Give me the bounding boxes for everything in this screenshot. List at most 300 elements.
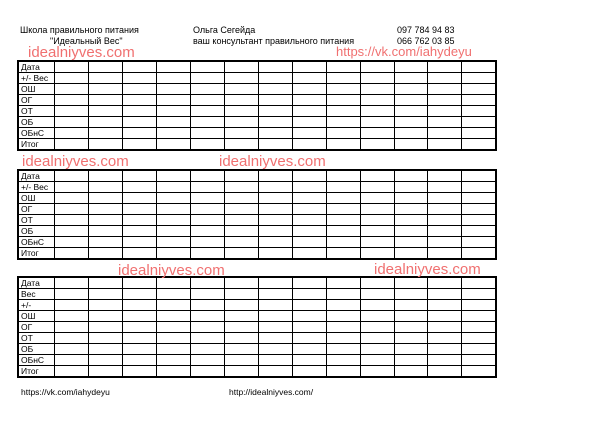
table-cell[interactable] xyxy=(190,300,224,311)
table-cell[interactable] xyxy=(190,204,224,215)
table-cell[interactable] xyxy=(394,117,428,128)
table-cell[interactable] xyxy=(156,355,190,366)
table-cell[interactable] xyxy=(428,170,462,182)
table-cell[interactable] xyxy=(122,289,156,300)
table-cell[interactable] xyxy=(55,300,89,311)
table-cell[interactable] xyxy=(55,117,89,128)
table-cell[interactable] xyxy=(156,322,190,333)
table-cell[interactable] xyxy=(190,355,224,366)
table-cell[interactable] xyxy=(326,366,360,378)
table-cell[interactable] xyxy=(88,204,122,215)
table-cell[interactable] xyxy=(292,170,326,182)
table-cell[interactable] xyxy=(258,204,292,215)
table-cell[interactable] xyxy=(360,226,394,237)
table-cell[interactable] xyxy=(428,182,462,193)
table-cell[interactable] xyxy=(258,170,292,182)
table-cell[interactable] xyxy=(326,61,360,73)
table-cell[interactable] xyxy=(88,311,122,322)
table-cell[interactable] xyxy=(394,289,428,300)
table-cell[interactable] xyxy=(258,193,292,204)
table-cell[interactable] xyxy=(258,95,292,106)
table-cell[interactable] xyxy=(394,237,428,248)
table-cell[interactable] xyxy=(326,170,360,182)
table-cell[interactable] xyxy=(292,322,326,333)
table-cell[interactable] xyxy=(360,366,394,378)
table-cell[interactable] xyxy=(55,366,89,378)
table-cell[interactable] xyxy=(88,322,122,333)
table-cell[interactable] xyxy=(190,289,224,300)
table-cell[interactable] xyxy=(122,355,156,366)
table-cell[interactable] xyxy=(462,204,496,215)
table-cell[interactable] xyxy=(55,128,89,139)
table-cell[interactable] xyxy=(156,204,190,215)
table-cell[interactable] xyxy=(156,300,190,311)
table-cell[interactable] xyxy=(326,226,360,237)
table-cell[interactable] xyxy=(462,61,496,73)
table-cell[interactable] xyxy=(258,344,292,355)
table-cell[interactable] xyxy=(394,366,428,378)
table-cell[interactable] xyxy=(224,95,258,106)
table-cell[interactable] xyxy=(156,248,190,260)
table-cell[interactable] xyxy=(258,333,292,344)
table-cell[interactable] xyxy=(326,322,360,333)
table-cell[interactable] xyxy=(428,248,462,260)
table-cell[interactable] xyxy=(55,182,89,193)
footer-site-link[interactable]: http://idealniyves.com/ xyxy=(229,387,314,397)
table-cell[interactable] xyxy=(190,128,224,139)
table-cell[interactable] xyxy=(122,215,156,226)
table-cell[interactable] xyxy=(360,193,394,204)
table-cell[interactable] xyxy=(224,344,258,355)
table-cell[interactable] xyxy=(292,106,326,117)
table-cell[interactable] xyxy=(360,84,394,95)
table-cell[interactable] xyxy=(360,204,394,215)
table-cell[interactable] xyxy=(156,139,190,151)
table-cell[interactable] xyxy=(55,289,89,300)
table-cell[interactable] xyxy=(394,182,428,193)
table-cell[interactable] xyxy=(394,128,428,139)
table-cell[interactable] xyxy=(326,237,360,248)
table-cell[interactable] xyxy=(394,333,428,344)
table-cell[interactable] xyxy=(55,277,89,289)
table-cell[interactable] xyxy=(55,139,89,151)
table-cell[interactable] xyxy=(462,311,496,322)
table-cell[interactable] xyxy=(224,311,258,322)
table-cell[interactable] xyxy=(156,333,190,344)
table-cell[interactable] xyxy=(156,106,190,117)
table-cell[interactable] xyxy=(122,322,156,333)
table-cell[interactable] xyxy=(462,84,496,95)
table-cell[interactable] xyxy=(224,366,258,378)
table-cell[interactable] xyxy=(55,322,89,333)
table-cell[interactable] xyxy=(55,248,89,260)
table-cell[interactable] xyxy=(156,170,190,182)
table-cell[interactable] xyxy=(326,128,360,139)
table-cell[interactable] xyxy=(156,61,190,73)
table-cell[interactable] xyxy=(462,300,496,311)
table-cell[interactable] xyxy=(326,204,360,215)
table-cell[interactable] xyxy=(224,193,258,204)
table-cell[interactable] xyxy=(55,84,89,95)
table-cell[interactable] xyxy=(224,182,258,193)
table-cell[interactable] xyxy=(122,311,156,322)
table-cell[interactable] xyxy=(462,106,496,117)
table-cell[interactable] xyxy=(156,311,190,322)
table-cell[interactable] xyxy=(428,277,462,289)
table-cell[interactable] xyxy=(428,117,462,128)
table-cell[interactable] xyxy=(428,73,462,84)
table-cell[interactable] xyxy=(122,333,156,344)
table-cell[interactable] xyxy=(428,84,462,95)
table-cell[interactable] xyxy=(258,117,292,128)
table-cell[interactable] xyxy=(122,117,156,128)
table-cell[interactable] xyxy=(88,128,122,139)
table-cell[interactable] xyxy=(122,170,156,182)
table-cell[interactable] xyxy=(394,170,428,182)
table-cell[interactable] xyxy=(55,237,89,248)
table-cell[interactable] xyxy=(122,61,156,73)
table-cell[interactable] xyxy=(462,226,496,237)
table-cell[interactable] xyxy=(88,61,122,73)
table-cell[interactable] xyxy=(428,289,462,300)
table-cell[interactable] xyxy=(122,193,156,204)
table-cell[interactable] xyxy=(394,95,428,106)
table-cell[interactable] xyxy=(224,204,258,215)
table-cell[interactable] xyxy=(258,289,292,300)
table-cell[interactable] xyxy=(88,95,122,106)
table-cell[interactable] xyxy=(88,366,122,378)
table-cell[interactable] xyxy=(292,344,326,355)
table-cell[interactable] xyxy=(360,215,394,226)
table-cell[interactable] xyxy=(326,333,360,344)
table-cell[interactable] xyxy=(360,128,394,139)
table-cell[interactable] xyxy=(224,300,258,311)
table-cell[interactable] xyxy=(394,204,428,215)
table-cell[interactable] xyxy=(88,215,122,226)
table-cell[interactable] xyxy=(88,344,122,355)
footer-vk-link[interactable]: https://vk.com/iahydeyu xyxy=(21,387,110,397)
table-cell[interactable] xyxy=(122,226,156,237)
table-cell[interactable] xyxy=(292,333,326,344)
table-cell[interactable] xyxy=(360,106,394,117)
table-cell[interactable] xyxy=(190,366,224,378)
table-cell[interactable] xyxy=(224,215,258,226)
table-cell[interactable] xyxy=(258,355,292,366)
table-cell[interactable] xyxy=(428,215,462,226)
table-cell[interactable] xyxy=(462,344,496,355)
table-cell[interactable] xyxy=(292,248,326,260)
table-cell[interactable] xyxy=(156,117,190,128)
table-cell[interactable] xyxy=(122,139,156,151)
table-cell[interactable] xyxy=(190,73,224,84)
table-cell[interactable] xyxy=(292,128,326,139)
table-cell[interactable] xyxy=(428,139,462,151)
table-cell[interactable] xyxy=(88,333,122,344)
table-cell[interactable] xyxy=(190,248,224,260)
table-cell[interactable] xyxy=(292,215,326,226)
table-cell[interactable] xyxy=(156,366,190,378)
table-cell[interactable] xyxy=(326,344,360,355)
table-cell[interactable] xyxy=(360,61,394,73)
table-cell[interactable] xyxy=(88,226,122,237)
table-cell[interactable] xyxy=(190,106,224,117)
table-cell[interactable] xyxy=(88,117,122,128)
table-cell[interactable] xyxy=(55,73,89,84)
table-cell[interactable] xyxy=(190,226,224,237)
table-cell[interactable] xyxy=(462,128,496,139)
table-cell[interactable] xyxy=(88,182,122,193)
table-cell[interactable] xyxy=(224,117,258,128)
table-cell[interactable] xyxy=(360,322,394,333)
table-cell[interactable] xyxy=(428,128,462,139)
table-cell[interactable] xyxy=(224,248,258,260)
table-cell[interactable] xyxy=(326,182,360,193)
table-cell[interactable] xyxy=(462,139,496,151)
table-cell[interactable] xyxy=(156,289,190,300)
table-cell[interactable] xyxy=(462,193,496,204)
table-cell[interactable] xyxy=(122,128,156,139)
table-cell[interactable] xyxy=(326,277,360,289)
table-cell[interactable] xyxy=(156,182,190,193)
table-cell[interactable] xyxy=(88,193,122,204)
table-cell[interactable] xyxy=(224,355,258,366)
table-cell[interactable] xyxy=(394,248,428,260)
table-cell[interactable] xyxy=(394,344,428,355)
table-cell[interactable] xyxy=(258,237,292,248)
table-cell[interactable] xyxy=(258,139,292,151)
table-cell[interactable] xyxy=(462,322,496,333)
table-cell[interactable] xyxy=(258,215,292,226)
table-cell[interactable] xyxy=(88,248,122,260)
table-cell[interactable] xyxy=(428,95,462,106)
table-cell[interactable] xyxy=(258,248,292,260)
table-cell[interactable] xyxy=(122,248,156,260)
table-cell[interactable] xyxy=(326,289,360,300)
table-cell[interactable] xyxy=(360,117,394,128)
table-cell[interactable] xyxy=(394,322,428,333)
table-cell[interactable] xyxy=(428,355,462,366)
table-cell[interactable] xyxy=(428,311,462,322)
table-cell[interactable] xyxy=(326,73,360,84)
table-cell[interactable] xyxy=(258,128,292,139)
table-cell[interactable] xyxy=(360,333,394,344)
table-cell[interactable] xyxy=(190,139,224,151)
table-cell[interactable] xyxy=(258,61,292,73)
table-cell[interactable] xyxy=(190,84,224,95)
table-cell[interactable] xyxy=(55,193,89,204)
table-cell[interactable] xyxy=(292,84,326,95)
table-cell[interactable] xyxy=(360,248,394,260)
table-cell[interactable] xyxy=(258,73,292,84)
table-cell[interactable] xyxy=(190,333,224,344)
table-cell[interactable] xyxy=(462,277,496,289)
table-cell[interactable] xyxy=(156,128,190,139)
table-cell[interactable] xyxy=(394,311,428,322)
table-cell[interactable] xyxy=(394,215,428,226)
table-cell[interactable] xyxy=(326,139,360,151)
table-cell[interactable] xyxy=(190,170,224,182)
table-cell[interactable] xyxy=(55,215,89,226)
table-cell[interactable] xyxy=(156,215,190,226)
table-cell[interactable] xyxy=(326,300,360,311)
table-cell[interactable] xyxy=(88,106,122,117)
table-cell[interactable] xyxy=(360,300,394,311)
table-cell[interactable] xyxy=(360,182,394,193)
table-cell[interactable] xyxy=(258,84,292,95)
table-cell[interactable] xyxy=(88,84,122,95)
table-cell[interactable] xyxy=(55,344,89,355)
table-cell[interactable] xyxy=(360,95,394,106)
table-cell[interactable] xyxy=(190,182,224,193)
table-cell[interactable] xyxy=(122,366,156,378)
table-cell[interactable] xyxy=(360,344,394,355)
table-cell[interactable] xyxy=(292,61,326,73)
table-cell[interactable] xyxy=(224,226,258,237)
table-cell[interactable] xyxy=(462,117,496,128)
table-cell[interactable] xyxy=(462,366,496,378)
table-cell[interactable] xyxy=(156,95,190,106)
table-cell[interactable] xyxy=(462,215,496,226)
table-cell[interactable] xyxy=(122,84,156,95)
table-cell[interactable] xyxy=(88,289,122,300)
table-cell[interactable] xyxy=(292,139,326,151)
table-cell[interactable] xyxy=(360,311,394,322)
table-cell[interactable] xyxy=(394,355,428,366)
table-cell[interactable] xyxy=(55,204,89,215)
table-cell[interactable] xyxy=(88,237,122,248)
table-cell[interactable] xyxy=(326,215,360,226)
table-cell[interactable] xyxy=(394,84,428,95)
table-cell[interactable] xyxy=(122,95,156,106)
table-cell[interactable] xyxy=(428,366,462,378)
table-cell[interactable] xyxy=(88,355,122,366)
table-cell[interactable] xyxy=(292,289,326,300)
table-cell[interactable] xyxy=(224,333,258,344)
table-cell[interactable] xyxy=(224,289,258,300)
table-cell[interactable] xyxy=(156,84,190,95)
table-cell[interactable] xyxy=(292,366,326,378)
table-cell[interactable] xyxy=(292,311,326,322)
table-cell[interactable] xyxy=(360,289,394,300)
table-cell[interactable] xyxy=(122,73,156,84)
table-cell[interactable] xyxy=(55,355,89,366)
table-cell[interactable] xyxy=(258,277,292,289)
table-cell[interactable] xyxy=(55,95,89,106)
table-cell[interactable] xyxy=(224,73,258,84)
table-cell[interactable] xyxy=(326,248,360,260)
table-cell[interactable] xyxy=(462,95,496,106)
table-cell[interactable] xyxy=(156,237,190,248)
table-cell[interactable] xyxy=(122,344,156,355)
table-cell[interactable] xyxy=(88,139,122,151)
table-cell[interactable] xyxy=(360,237,394,248)
table-cell[interactable] xyxy=(190,117,224,128)
table-cell[interactable] xyxy=(88,170,122,182)
table-cell[interactable] xyxy=(292,182,326,193)
table-cell[interactable] xyxy=(122,204,156,215)
table-cell[interactable] xyxy=(428,193,462,204)
table-cell[interactable] xyxy=(394,61,428,73)
table-cell[interactable] xyxy=(360,277,394,289)
table-cell[interactable] xyxy=(360,139,394,151)
table-cell[interactable] xyxy=(190,237,224,248)
table-cell[interactable] xyxy=(462,248,496,260)
table-cell[interactable] xyxy=(258,300,292,311)
table-cell[interactable] xyxy=(292,300,326,311)
table-cell[interactable] xyxy=(224,277,258,289)
table-cell[interactable] xyxy=(258,366,292,378)
table-cell[interactable] xyxy=(292,277,326,289)
table-cell[interactable] xyxy=(462,355,496,366)
table-cell[interactable] xyxy=(122,237,156,248)
table-cell[interactable] xyxy=(55,311,89,322)
table-cell[interactable] xyxy=(462,182,496,193)
table-cell[interactable] xyxy=(190,311,224,322)
table-cell[interactable] xyxy=(428,300,462,311)
table-cell[interactable] xyxy=(88,300,122,311)
table-cell[interactable] xyxy=(326,311,360,322)
table-cell[interactable] xyxy=(428,204,462,215)
table-cell[interactable] xyxy=(394,193,428,204)
table-cell[interactable] xyxy=(55,61,89,73)
table-cell[interactable] xyxy=(428,106,462,117)
table-cell[interactable] xyxy=(428,237,462,248)
table-cell[interactable] xyxy=(428,344,462,355)
table-cell[interactable] xyxy=(326,106,360,117)
table-cell[interactable] xyxy=(360,73,394,84)
table-cell[interactable] xyxy=(462,289,496,300)
table-cell[interactable] xyxy=(292,237,326,248)
table-cell[interactable] xyxy=(55,333,89,344)
table-cell[interactable] xyxy=(122,106,156,117)
table-cell[interactable] xyxy=(292,226,326,237)
table-cell[interactable] xyxy=(394,139,428,151)
table-cell[interactable] xyxy=(190,215,224,226)
table-cell[interactable] xyxy=(258,182,292,193)
table-cell[interactable] xyxy=(190,344,224,355)
table-cell[interactable] xyxy=(190,322,224,333)
table-cell[interactable] xyxy=(394,300,428,311)
table-cell[interactable] xyxy=(394,73,428,84)
table-cell[interactable] xyxy=(258,226,292,237)
table-cell[interactable] xyxy=(428,226,462,237)
table-cell[interactable] xyxy=(258,311,292,322)
table-cell[interactable] xyxy=(122,182,156,193)
table-cell[interactable] xyxy=(156,193,190,204)
table-cell[interactable] xyxy=(224,128,258,139)
table-cell[interactable] xyxy=(224,84,258,95)
table-cell[interactable] xyxy=(428,322,462,333)
table-cell[interactable] xyxy=(224,237,258,248)
table-cell[interactable] xyxy=(292,73,326,84)
table-cell[interactable] xyxy=(224,322,258,333)
table-cell[interactable] xyxy=(292,117,326,128)
table-cell[interactable] xyxy=(462,237,496,248)
table-cell[interactable] xyxy=(88,73,122,84)
table-cell[interactable] xyxy=(156,73,190,84)
table-cell[interactable] xyxy=(394,226,428,237)
table-cell[interactable] xyxy=(190,95,224,106)
table-cell[interactable] xyxy=(224,61,258,73)
table-cell[interactable] xyxy=(55,226,89,237)
table-cell[interactable] xyxy=(292,95,326,106)
table-cell[interactable] xyxy=(224,170,258,182)
table-cell[interactable] xyxy=(258,322,292,333)
table-cell[interactable] xyxy=(156,226,190,237)
table-cell[interactable] xyxy=(462,73,496,84)
table-cell[interactable] xyxy=(292,355,326,366)
table-cell[interactable] xyxy=(224,139,258,151)
